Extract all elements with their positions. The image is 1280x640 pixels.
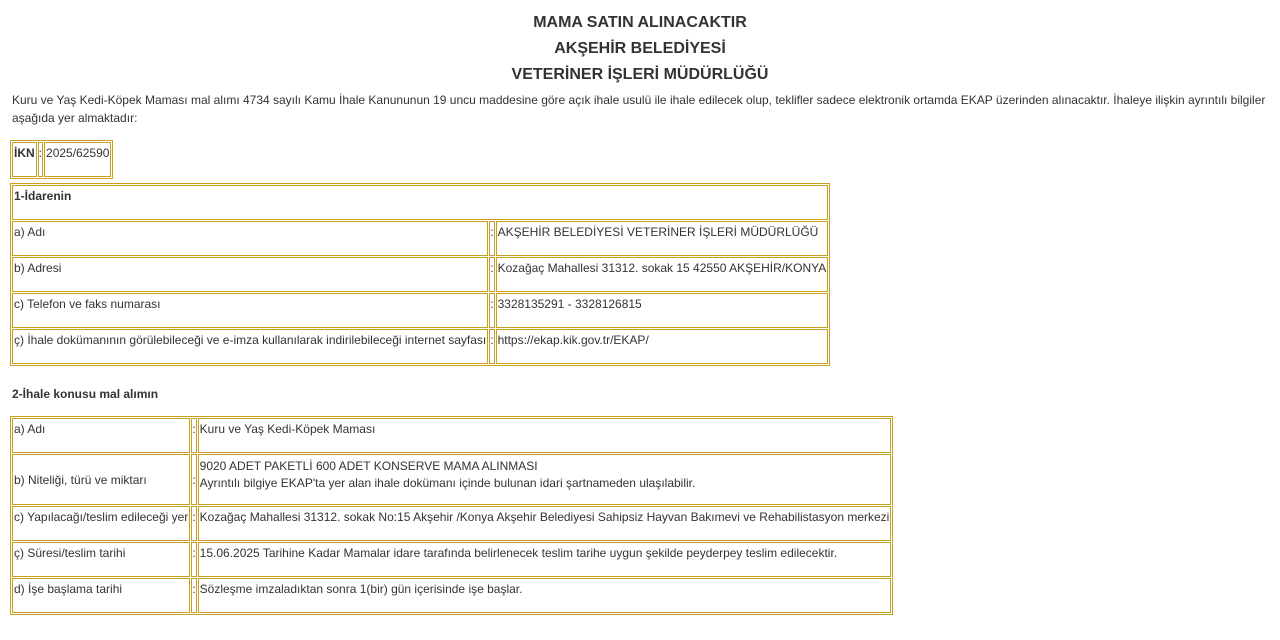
- idare-label-website: ç) İhale dokümanının görülebileceği ve e-imza kullanılarak indirilebileceği internet sayfası: [12, 329, 488, 364]
- konu-value-place: Kozağaç Mahallesi 31312. sokak No:15 Akşehir /Konya Akşehir Belediyesi Sahipsiz Hayvan Bakımevi ve Rehabilistasyon merkezi: [198, 506, 892, 541]
- table-row: [12, 418, 891, 453]
- idare-label-phone: c) Telefon ve faks numarası: [12, 293, 488, 328]
- konu-value-duration: 15.06.2025 Tarihine Kadar Mamalar idare tarafında belirlenecek teslim tarihe uygun şekilde peyderpey teslim edilecektir.: [198, 542, 892, 577]
- konu-label-duration: ç) Süresi/teslim tarihi: [12, 542, 190, 577]
- konu-label-name: a) Adı: [12, 418, 190, 453]
- table-row: [12, 257, 828, 292]
- idare-value-phone: 3328135291 - 3328126815: [496, 293, 829, 328]
- row-separator: :: [191, 542, 196, 577]
- ikn-value: 2025/62590: [44, 142, 111, 177]
- table-row: [12, 221, 828, 256]
- table-row: [12, 506, 891, 541]
- konu-value-quality-line2: Ayrıntılı bilgiye EKAP'ta yer alan ihale dokümanı içinde bulunan idari şartnameden ulaşılabilir.: [199, 476, 696, 490]
- konu-heading: 2-İhale konusu mal alımın: [12, 387, 159, 401]
- title-line-2: AKŞEHİR BELEDİYESİ: [554, 40, 726, 57]
- konu-label-place: c) Yapılacağı/teslim edileceği yer: [12, 506, 190, 541]
- idare-heading: 1-İdarenin: [12, 185, 828, 220]
- row-separator: :: [191, 506, 196, 541]
- table-row: [12, 542, 891, 577]
- konu-value-start: Sözleşme imzaladıktan sonra 1(bir) gün içerisinde işe başlar.: [198, 578, 892, 613]
- row-separator: :: [489, 221, 494, 256]
- title-line-3: VETERİNER İŞLERİ MÜDÜRLÜĞÜ: [511, 66, 769, 83]
- konu-value-quality: [198, 454, 892, 505]
- table-row: [12, 293, 828, 328]
- title-line-1: MAMA SATIN ALINACAKTIR: [533, 14, 747, 31]
- row-separator: :: [489, 257, 494, 292]
- idare-label-address: b) Adresi: [12, 257, 488, 292]
- konu-value-quality-line1: 9020 ADET PAKETLİ 600 ADET KONSERVE MAMA ALINMASI: [199, 459, 538, 473]
- idare-label-name: a) Adı: [12, 221, 488, 256]
- intro-paragraph: Kuru ve Yaş Kedi-Köpek Maması mal alımı 4734 sayılı Kamu İhale Kanununun 19 uncu maddesine göre açık ihale usulü ile ihale edilecek olup, teklifler sadece elektronik ortamda EKAP üzerinden alınacaktır. İhaleye ilişkin ayrıntılı bilgiler aşağıda yer almaktadır:: [12, 93, 1266, 125]
- konu-table: [10, 416, 893, 615]
- ikn-separator: :: [38, 142, 43, 177]
- idare-value-name: AKŞEHİR BELEDİYESİ VETERİNER İŞLERİ MÜDÜRLÜĞÜ: [496, 221, 829, 256]
- row-separator: :: [191, 418, 196, 453]
- konu-label-quality: b) Niteliği, türü ve miktarı: [12, 454, 190, 505]
- idare-table: [10, 183, 830, 366]
- ikn-label: İKN: [12, 142, 37, 177]
- row-separator: :: [489, 329, 494, 364]
- row-separator: :: [191, 454, 196, 505]
- konu-label-start: d) İşe başlama tarihi: [12, 578, 190, 613]
- table-row: [12, 578, 891, 613]
- idare-value-address: Kozağaç Mahallesi 31312. sokak 15 42550 AKŞEHİR/KONYA: [496, 257, 829, 292]
- table-row: [12, 454, 891, 505]
- konu-value-name: Kuru ve Yaş Kedi-Köpek Maması: [198, 418, 892, 453]
- idare-value-website: https://ekap.kik.gov.tr/EKAP/: [496, 329, 829, 364]
- row-separator: :: [191, 578, 196, 613]
- row-separator: :: [489, 293, 494, 328]
- table-row: [12, 329, 828, 364]
- ikn-table: [10, 140, 113, 179]
